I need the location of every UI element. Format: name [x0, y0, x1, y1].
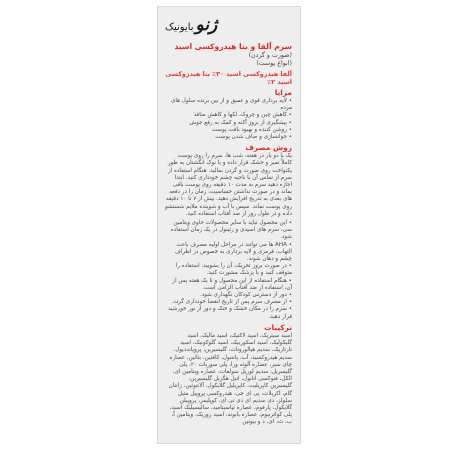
concentration-label: آلفا هیدروکسی اسید ۳۰٪ بتا هیدروکسی اسید ۲٪	[165, 70, 292, 86]
list-item: • هنگام استفاده از این محصول و تا یک هفته پس از آن، استفاده از ضد آفتاب الزامی است.	[172, 277, 292, 291]
product-title: سرم آلفا و بتا هیدروکسی اسید	[174, 42, 292, 51]
list-item: • AHA ها می توانند در مراحل اولیه مصرف باعث التهاب، قرمزی و لایه برداری به خصوص در اطراف چشم و دهان شوند.	[174, 241, 292, 263]
benefits-list	[165, 98, 292, 141]
list-item: • پیشگیری از بروز آکنه و کمک به رفع جوش	[189, 119, 292, 126]
list-item: • لایه برداری قوی و عمیق و از بین برنده سلول های مرده	[171, 98, 292, 112]
list-item: • در صورت بروز تحریک، آن را بشویید، استفاده را متوقف کنید و با پزشک مشورت کنید.	[175, 263, 292, 277]
list-item: • روشن کننده و بهبود بافت پوست	[211, 126, 292, 133]
ingredients-heading: ترکیبات	[264, 322, 292, 332]
list-item: • از مصرف سرم پس از تاریخ انقضا خودداری گردد.	[171, 299, 292, 306]
product-description-panel	[157, 6, 301, 444]
usage-paragraph: یک یا دو بار در هفته، شب ها، سرم را روی پوست کاملاً تمیز و خشک قرار داده و با نوک انگشتان به طور یکنواخت روی صورت و گردن بمالید. هنگام استفاده از سرم از تماس آن با ناحیه چشم خودداری کنید. ابتدا اجازه دهید سرم به مدت ۱۰ دقیقه روی پوست باقی بماند و در صورت نداشتن حساسیت، زمان را در دفعه های بعدی به تدریج افزایش دهید. بیش از ۷ تا ۱۰ دقیقه روی پوست نماند. سپس با آب و شوینده ملایم شستشو داده و در طول روز از ضد آفتاب استفاده کنید.	[164, 153, 292, 217]
ingredients-paragraph: اسید سیتریک، اسید لاکتیک، اسید مالیک، اسید گلیکولیک، اسید اسکوربیک، اسید گلوکونیک، اسید تارتاریک، سدیم هیالورونات، گلیسیرین، پروپانددیول، سدیم هیدروکسید، آب، پانتنول، کافئین، بتائین، عصاره چای سبز، عصاره آلوئه ورا، پلی سوربات ۲۰، پلی گلیسریل، سدیم لوریل سولفات، عصاره ویتامین ای، الکل، فنوکسی اتانول، اتیل هگزیل گلیسیرین، گلیسیرین کاپریلیت، کاپریلیل گلایکول، آلانتوئین، زانتان گام، اکریلات، پی ای جی، هیدروکسی پروپیل متیل سلولز، دی سدیم ای دی تی ای، کوپلیمر، پروپیلن گلایکول، پارفوم، عصاره نیاسینامید، سالیسیلیک اسید، پلی کواترنیوم، عصاره بابونه، اسید زوریک، ویتامین آ، ب، ث، ای، د و بیوتین	[168, 332, 292, 426]
product-subtitle-area: (صورت و گردن)	[248, 52, 292, 59]
brand-header	[165, 17, 292, 34]
brand-subtitle: بایونیک	[165, 22, 194, 33]
usage-heading: روش مصرف	[245, 143, 292, 153]
benefits-heading: مزایا	[274, 88, 292, 97]
product-subtitle-skin: (انواع پوست)	[256, 60, 292, 67]
list-item: • جوانسازی و صاف شدن پوست	[215, 134, 292, 141]
cautions-list	[165, 220, 292, 321]
brand-logo: ژنو	[195, 15, 218, 35]
list-item: • کاهش چین و چروک، لکها و کاهش منافذ	[193, 112, 292, 119]
list-item: • سرم را در مکان خشک و خنک و دور از نور خورشید قرار دهید.	[168, 306, 292, 320]
list-item: • دور از دسترس کودکان نگهداری شود.	[199, 292, 292, 299]
list-item: • این محصول نباید با سایر محصولات حاوی ویتامین سی، سرم های اسیدی و رتینول در یک زمان استفاده شود.	[170, 220, 292, 241]
